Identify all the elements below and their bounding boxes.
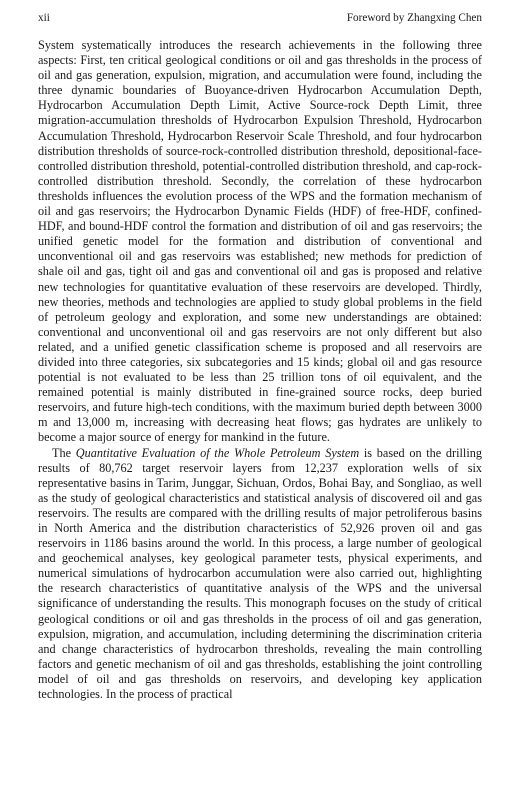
page-number: xii: [38, 12, 50, 24]
paragraph-1: System systematically introduces the research achievements in the following three aspects: First, ten critical geological conditions or oil and gas thresholds in the process of oil and gas generation, expulsion, migration, and accumulation were found, including the three dynamic boundaries of Buoyance-driven Hydrocarbon Accumulation Depth, Hydrocarbon Accumulation Depth Limit, Active Source-rock Depth Limit, three migration-accumulation thresholds of Hydrocarbon Expulsion Threshold, Hydrocarbon Accumulation Threshold, Hydrocarbon Reservoir Scale Threshold, and four hydrocarbon distribution thresholds of source-rock-controlled distribution threshold, depositional-face-controlled distribution threshold, potential-controlled distribution threshold, and cap-rock-controlled distribution threshold. Secondly, the correlation of these hydrocarbon thresholds influences the evolution process of the WPS and the formation mechanism of oil and gas reservoirs; the Hydrocarbon Dynamic Fields (HDF) of free-HDF, confined-HDF, and bound-HDF control the formation and distribution of oil and gas reservoirs; the unified genetic model for the formation and distribution of conventional and unconventional oil and gas reservoirs was established; new methods for prediction of shale oil and gas, tight oil and gas and conventional oil and gas is proposed and relative new technologies for quantitative evaluation of these reservoirs are developed. Thirdly, new theories, methods and technologies are applied to study global problems in the field of petroleum geology and exploration, and some new understandings are obtained: conventional and unconventional oil and gas reservoirs are not only different but also related, and a unified genetic classification scheme is proposed and all reservoirs are divided into three categories, six subcategories and 15 kinds; global oil and gas resource potential is not evaluated to be less than 25 trillion tons of oil equivalent, and the remained potential is mainly distributed in fine-grained source rocks, deep buried reservoirs, and future high-tech conditions, with the maximum buried depth between 3000 m and 13,000 m, increasing with decreasing heat flows; gas hydrates are unlikely to become a major source of energy for mankind in the future.: [38, 38, 482, 445]
book-title-emphasis: Quantitative Evaluation of the Whole Petroleum System: [75, 445, 360, 460]
paragraph-2-lead: The: [52, 445, 76, 460]
body-text: [38, 38, 482, 702]
paragraph-2: [38, 446, 482, 703]
running-head: [38, 10, 482, 26]
paragraph-2-body: is based on the drilling results of 80,762 target reservoir layers from 12,237 exploration wells of six representative basins in Tarim, Junggar, Sichuan, Ordos, Bohai Bay, and Songliao, as well as the study of geological characteristics and statistical analysis of discovered oil and gas reservoirs. The results are compared with the drilling results of major petroliferous basins in North America and the distribution characteristics of 52,926 proven oil and gas reservoirs in 1186 basins around the world. In this process, a large number of geological and geochemical analyses, key geological parameter tests, physical experiments, and numerical simulations of hydrocarbon accumulation were also carried out, highlighting the research characteristics of quantitative analysis of the WPS and the universal significance of understanding the results. This monograph focuses on the study of critical geological conditions or oil and gas thresholds in the process of oil and gas generation, expulsion, migration, and accumulation, including determining the discrimination criteria and change characteristics of hydrocarbon thresholds, revealing the main controlling factors and genetic mechanism of oil and gas thresholds, establishing the joint controlling model of oil and gas thresholds on reservoirs, and developing key application technologies. In the process of practical: [38, 445, 482, 702]
book-page: [38, 0, 482, 788]
running-title: Foreword by Zhangxing Chen: [346, 12, 482, 24]
